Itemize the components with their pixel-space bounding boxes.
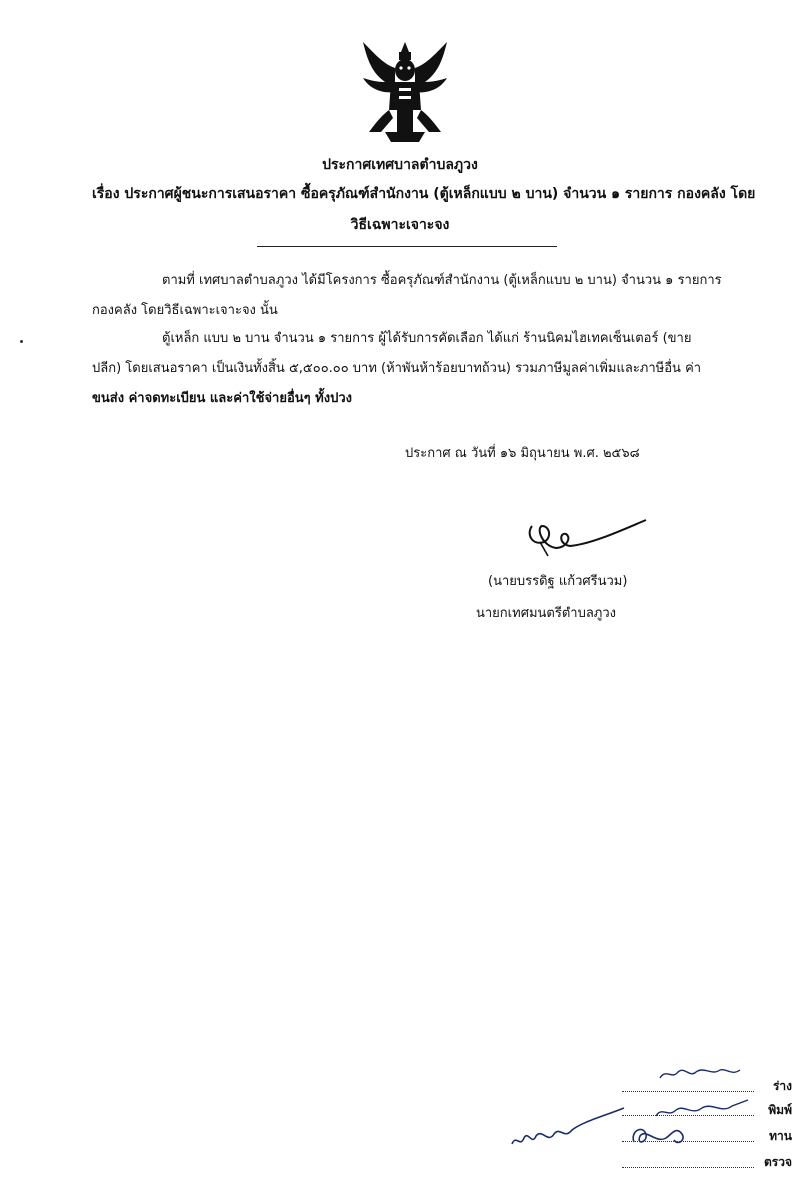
signer-name: (นายบรรดิฐ แก้วศรีนวม) — [488, 574, 628, 589]
subject-line-2: วิธีเฉพาะเจาะจง — [350, 217, 450, 233]
paragraph-1-line-1: ตามที่ เทศบาลตำบลภูวง ได้มีโครงการ ซื้อครุภัณฑ์สำนักงาน (ตู้เหล็กแบบ ๒ บาน) จำนวน ๑ รายการ — [162, 273, 722, 288]
signer-position: นายกเทศมนตรีตำบลภูวง — [476, 606, 616, 621]
dotted-line — [622, 1115, 754, 1116]
paragraph-1-line-2: กองคลัง โดยวิธีเฉพาะเจาะจง นั้น — [92, 303, 278, 318]
announcement-date: ประกาศ ณ วันที่ ๑๖ มิถุนายน พ.ศ. ๒๕๖๘ — [405, 446, 640, 461]
dotted-line — [622, 1141, 754, 1142]
paragraph-2-line-3: ขนส่ง ค่าจดทะเบียน และค่าใช้จ่ายอื่นๆ ทั้งปวง — [92, 391, 352, 406]
approval-row-draft — [622, 1074, 792, 1096]
paragraph-2-line-1: ตู้เหล็ก แบบ ๒ บาน จำนวน ๑ รายการ ผู้ได้รับการคัดเลือก ได้แก่ ร้านนิคมไฮเทคเซ็นเตอร์ (ขาย — [162, 331, 692, 346]
approval-label-check: ตรวจ — [763, 1155, 792, 1169]
announcement-title: ประกาศเทศบาลตำบลภูวง — [322, 157, 478, 173]
dotted-line — [622, 1167, 754, 1168]
garuda-emblem — [355, 38, 455, 148]
approval-row-print — [622, 1098, 792, 1120]
mayor-signature — [522, 512, 652, 562]
margin-dot — [20, 340, 23, 343]
approval-label-print: พิมพ์ — [768, 1103, 792, 1117]
approval-label-draft: ร่าง — [772, 1079, 792, 1093]
subject-line-1: เรื่อง ประกาศผู้ชนะการเสนอราคา ซื้อครุภัณฑ์สำนักงาน (ตู้เหล็กแบบ ๒ บาน) จำนวน ๑ รายการ กองคลัง โดย — [92, 186, 756, 202]
initials-scribble-left — [508, 1104, 628, 1152]
approval-label-proofread: ทาน — [769, 1129, 792, 1143]
paragraph-2-line-2: ปลีก) โดยเสนอราคา เป็นเงินทั้งสิ้น ๕,๕๐๐.๐๐ บาท (ห้าพันห้าร้อยบาทถ้วน) รวมภาษีมูลค่าเพิ่มและภาษีอื่น ค่า — [92, 361, 702, 376]
title-divider — [257, 246, 557, 247]
approval-row-proofread — [622, 1124, 792, 1146]
dotted-line — [622, 1091, 754, 1092]
approval-row-check — [622, 1150, 792, 1172]
